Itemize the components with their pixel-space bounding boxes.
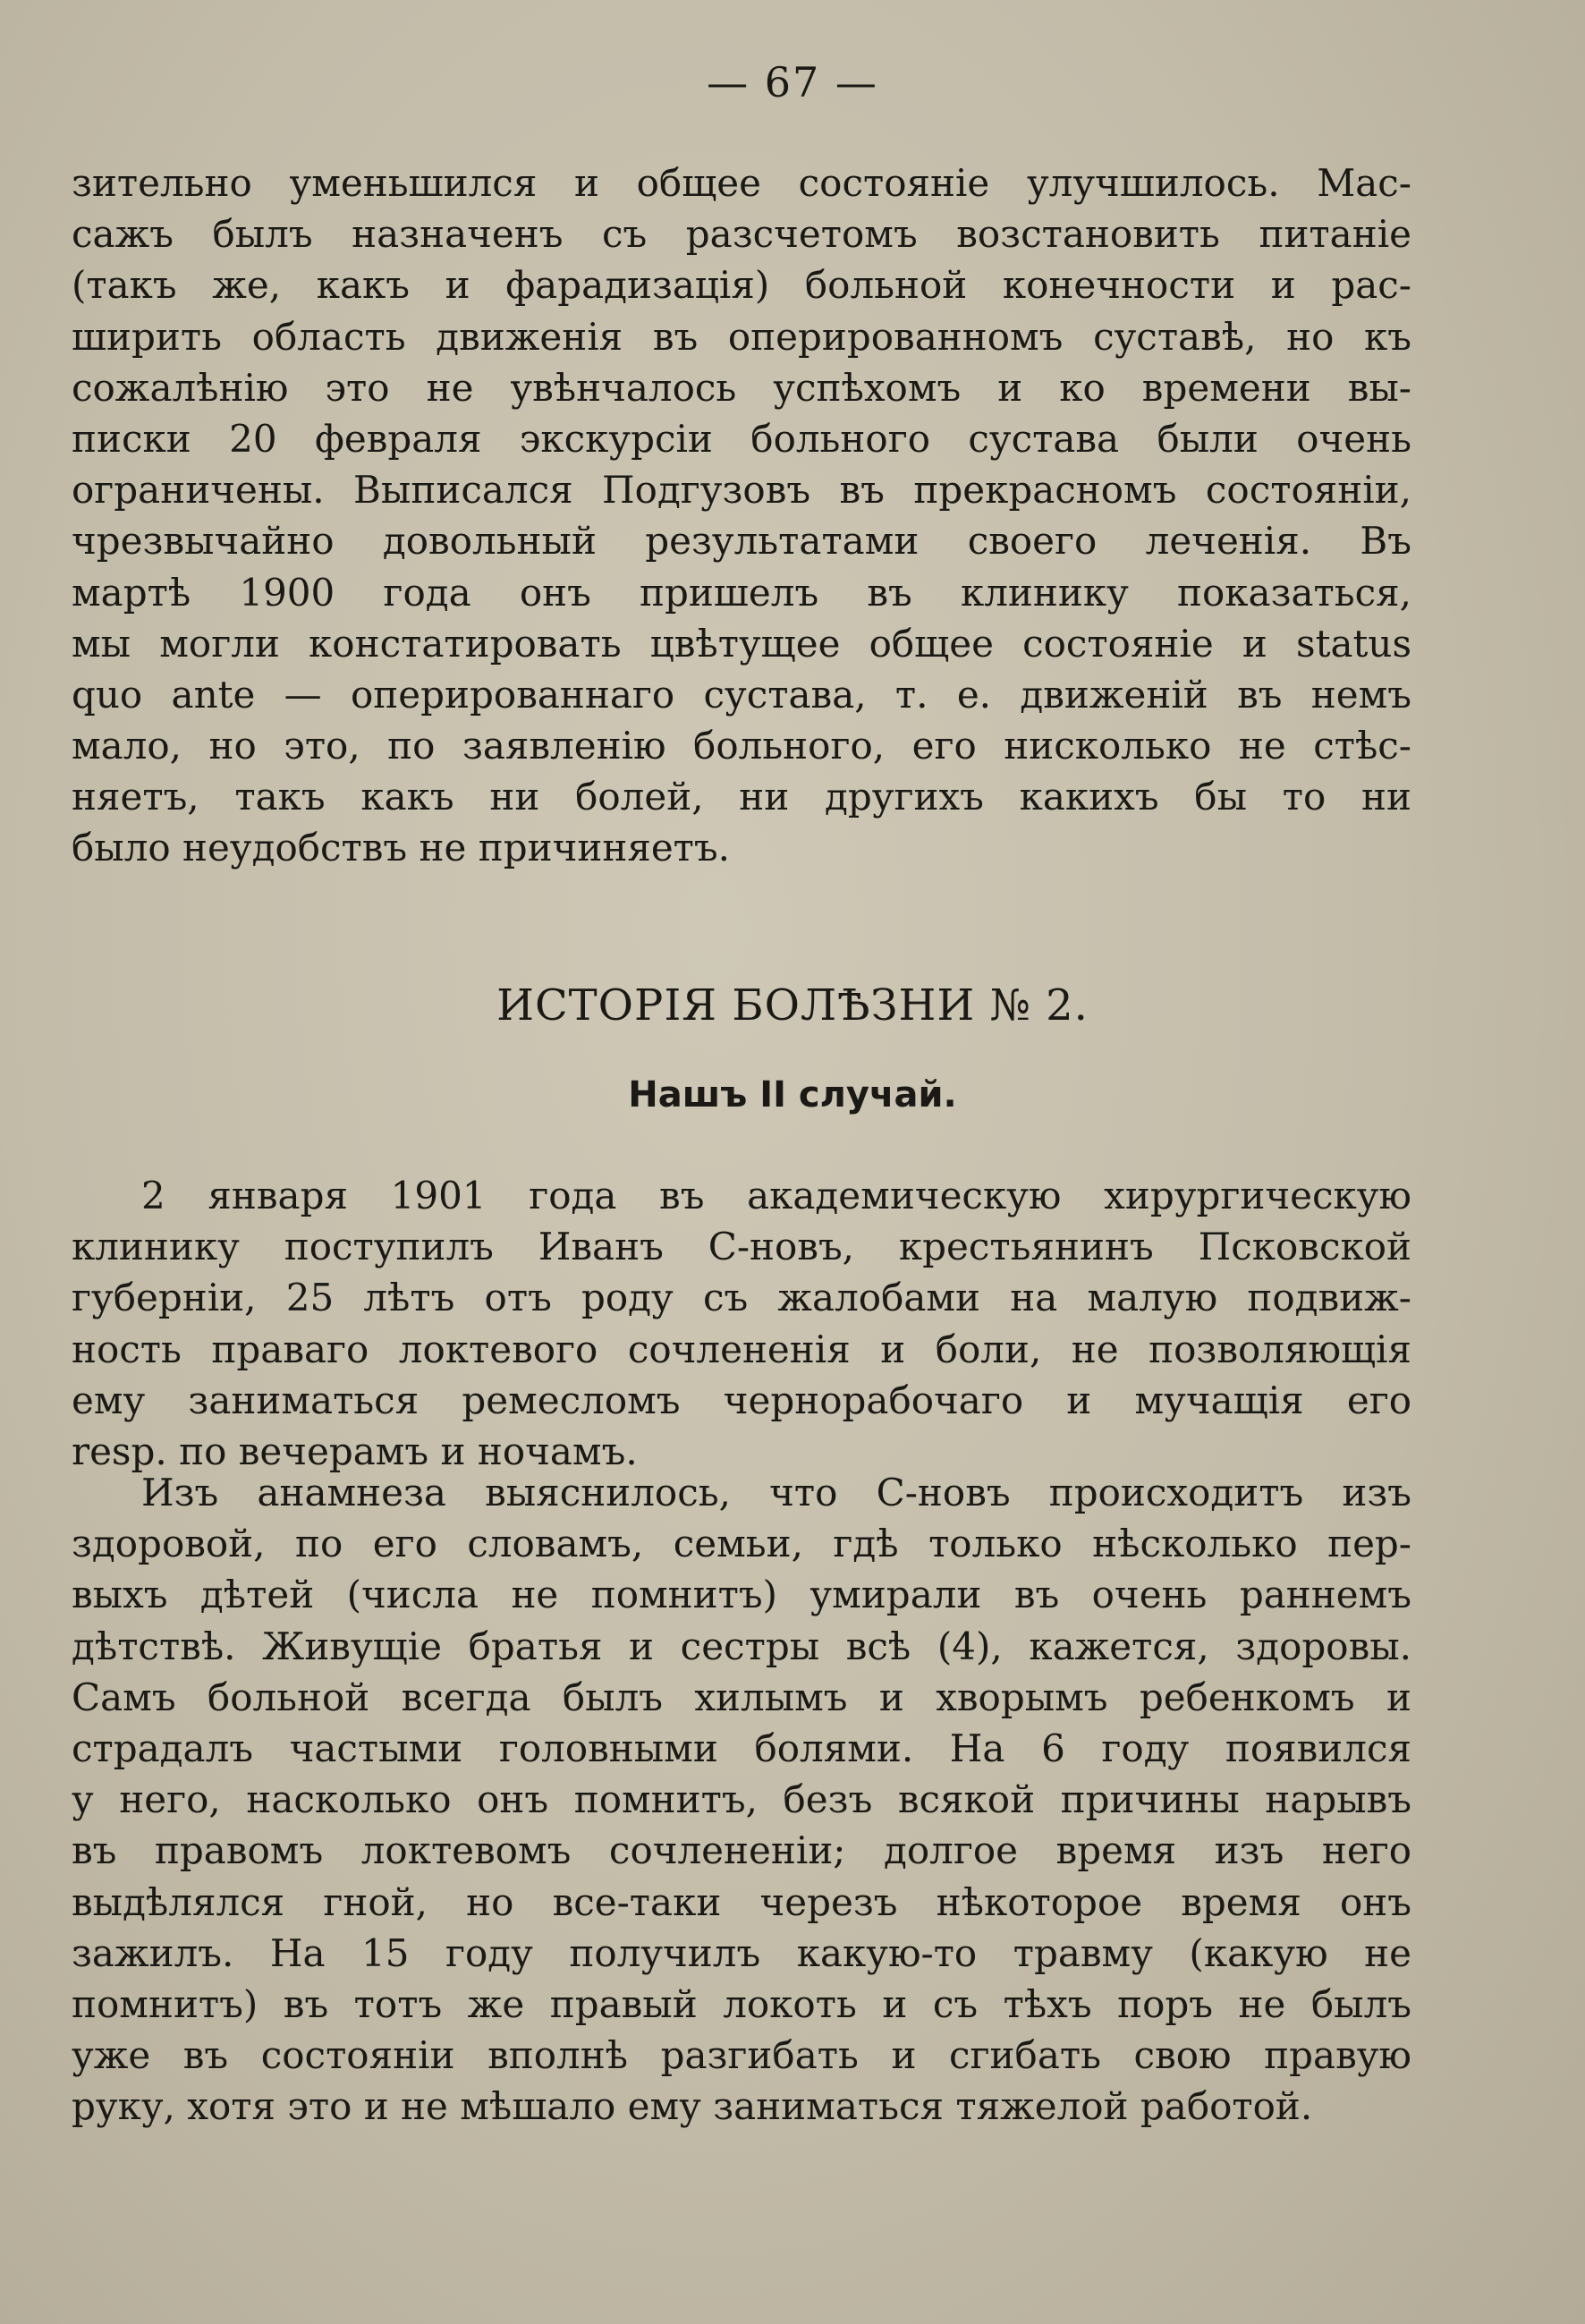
text-line: ность праваго локтевого сочлененiя и боли, не позволяющiя (72, 1327, 1411, 1371)
text-line: мы могли констатировать цвѣтущее общее состоянiе и status (72, 621, 1411, 666)
paragraph-2 (72, 1170, 1411, 1477)
paragraph-1 (72, 157, 1411, 874)
text-line: мартѣ 1900 года онъ пришелъ въ клинику показаться, (72, 570, 1411, 615)
text-line: quo ante — оперированнаго сустава, т. е. движенiй въ немъ (72, 672, 1411, 717)
text-line: писки 20 февраля экскурсiи больного сустава были очень (72, 416, 1411, 461)
text-line: губернiи, 25 лѣтъ отъ роду съ жалобами на малую подвиж- (72, 1276, 1411, 1320)
text-line: дѣтствѣ. Живущiе братья и сестры всѣ (4), кажется, здоровы. (72, 1624, 1411, 1668)
text-line: Самъ больной всегда былъ хилымъ и хворымъ ребенкомъ и (72, 1675, 1411, 1719)
text-line: страдалъ частыми головными болями. На 6 году появился (72, 1726, 1411, 1770)
text-line: ширить область движенiя въ оперированномъ суставѣ, но къ (72, 314, 1411, 359)
text-line: чрезвычайно довольный результатами своего леченiя. Въ (72, 519, 1411, 564)
text-line: ограничены. Выписался Подгузовъ въ прекрасномъ состоянiи, (72, 468, 1411, 513)
text-line: Изъ анамнеза выяснилось, что С-новъ происходитъ изъ (141, 1471, 1411, 1514)
text-line: уже въ состоянiи вполнѣ разгибать и сгибать свою правую (72, 2033, 1411, 2078)
text-line: зительно уменьшился и общее состоянiе улучшилось. Мас- (72, 161, 1411, 205)
text-line: помнитъ) въ тотъ же правый локоть и съ тѣхъ поръ не былъ (72, 1981, 1411, 2026)
paragraph-3 (72, 1467, 1411, 2132)
text-line: ему заниматься ремесломъ чернорабочаго и мучащiя его (72, 1378, 1411, 1422)
text-line: выхъ дѣтей (числа не помнитъ) умирали въ очень раннемъ (72, 1573, 1411, 1617)
page-number: — 67 — (707, 58, 878, 106)
text-line: руку, хотя это и не мѣшало ему заниматься тяжелой работой. (72, 2084, 1313, 2129)
text-line: 2 января 1901 года въ академическую хирургическую (141, 1174, 1411, 1217)
text-line: въ правомъ локтевомъ сочлененiи; долгое время изъ него (72, 1828, 1411, 1873)
text-line: няетъ, такъ какъ ни болей, ни другихъ какихъ бы то ни (72, 775, 1411, 819)
text-line: было неудобствъ не причиняетъ. (72, 826, 730, 870)
text-line: сожалѣнiю это не увѣнчалось успѣхомъ и ко времени вы- (72, 365, 1411, 410)
text-line: (такъ же, какъ и фарадизацiя) больной конечности и рас- (72, 263, 1411, 308)
text-line: у него, насколько онъ помнитъ, безъ всякой причины нарывъ (72, 1777, 1411, 1822)
text-line: resp. по вечерамъ и ночамъ. (72, 1429, 638, 1473)
text-line: здоровой, по его словамъ, семьи, гдѣ только нѣсколько пер- (72, 1522, 1411, 1566)
text-line: мало, но это, по заявленiю больного, его нисколько не стѣс- (72, 724, 1411, 768)
text-line: выдѣлялся гной, но все-таки черезъ нѣкоторое время онъ (72, 1879, 1411, 1924)
text-line: клинику поступилъ Иванъ С-новъ, крестьянинъ Псковской (72, 1225, 1411, 1269)
text-line: зажилъ. На 15 году получилъ какую-то травму (какую не (72, 1930, 1411, 1975)
section-title: ИСТОРIЯ БОЛѢЗНИ № 2. (496, 980, 1089, 1031)
case-title: Нашъ II случай. (628, 1074, 957, 1115)
text-line: сажъ былъ назначенъ съ разсчетомъ возстановить питанiе (72, 212, 1411, 257)
